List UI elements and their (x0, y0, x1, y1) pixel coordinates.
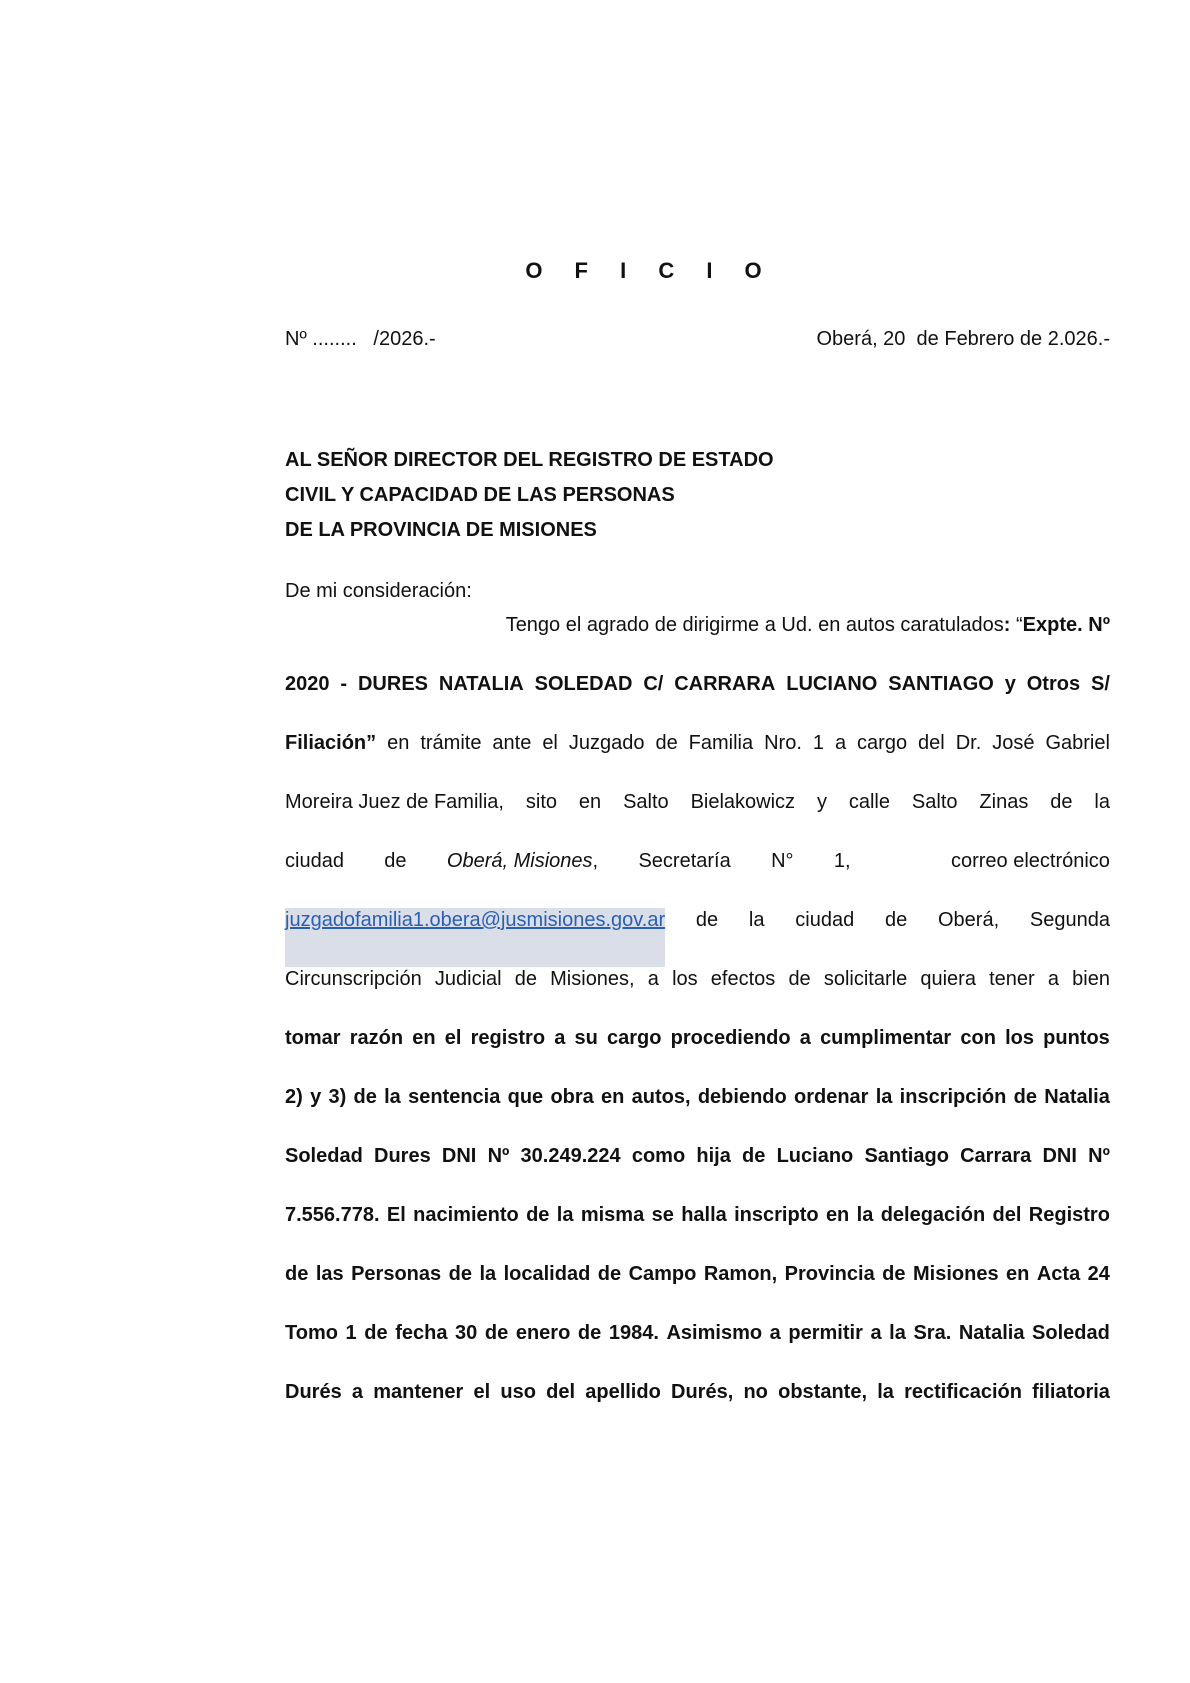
body-word: 3) (328, 1086, 347, 1108)
body-word: Circunscripción (285, 968, 422, 990)
body-word: 1 (345, 1322, 357, 1344)
body-word: 1984. (608, 1322, 659, 1344)
body-word: Moreira Juez de Familia, (285, 791, 504, 813)
body-word: delegación (880, 1204, 986, 1226)
body-word: cargo (606, 1027, 662, 1049)
body-word: de (448, 1263, 472, 1285)
oficio-number: Nº ........ /2026.- (285, 328, 436, 350)
body-word: de (788, 968, 811, 990)
body-word: Dr. (955, 732, 982, 754)
body-word: nacimiento (413, 1204, 519, 1226)
body-word: la (877, 1381, 894, 1403)
body-word: ciudad (285, 850, 344, 872)
body-word: a (769, 1322, 781, 1344)
body-line (285, 790, 1110, 849)
oficio-date: Oberá, 20 de Febrero de 2.026.- (816, 328, 1110, 350)
body-word: la (556, 1204, 574, 1226)
body-word: Oberá, (446, 850, 509, 872)
body-word: inscripto (734, 1204, 819, 1226)
body-word: S/ (1091, 673, 1110, 695)
body-word: ordenar (793, 1086, 869, 1108)
body-word: Personas (351, 1263, 442, 1285)
body-word: procediendo (670, 1027, 791, 1049)
body-word: El (386, 1204, 406, 1226)
body-word: ante (492, 732, 532, 754)
body-word: Ramon, (703, 1263, 778, 1285)
body-word: de (285, 1263, 309, 1285)
body-word: de (882, 1263, 906, 1285)
body-word: Durés (285, 1381, 342, 1403)
body-word: 1, (833, 850, 851, 872)
body-text (285, 613, 1110, 1439)
body-word: 24 (1087, 1263, 1110, 1285)
body-line (285, 1321, 1110, 1380)
body-word: tener (989, 968, 1035, 990)
body-word: - (340, 673, 348, 695)
body-word: SOLEDAD (534, 673, 633, 695)
body-word: Soledad (1032, 1322, 1110, 1344)
body-word: Santiago (864, 1145, 949, 1167)
body-word: Oberá, (937, 909, 1000, 931)
body-word: inscripción (899, 1086, 1007, 1108)
body-word: correo electrónico (950, 850, 1110, 872)
body-word: DURES (357, 673, 428, 695)
salutation: De mi consideración: (285, 580, 472, 602)
body-word: apellido (585, 1381, 661, 1403)
body-word: uso (500, 1381, 536, 1403)
body-word: Misiones, (550, 968, 635, 990)
body-word: Nº (487, 1145, 510, 1167)
addressee-block (285, 443, 774, 548)
body-word: fecha (395, 1322, 448, 1344)
body-word: SANTIAGO (888, 673, 994, 695)
body-word: como (631, 1145, 686, 1167)
body-word: su (574, 1027, 598, 1049)
body-word: Salto (623, 791, 669, 813)
body-word: de (514, 968, 537, 990)
body-word: la (384, 1086, 401, 1108)
body-word: 2) (285, 1086, 303, 1108)
body-word: Nro. (764, 732, 802, 754)
body-word: en (578, 791, 602, 813)
body-word: se (651, 1204, 674, 1226)
body-word: la (748, 909, 765, 931)
body-word: las (315, 1263, 344, 1285)
body-word: filiatoria (1032, 1381, 1110, 1403)
body-word: los (1005, 1027, 1034, 1049)
body-line (285, 731, 1110, 790)
body-word: la (479, 1263, 497, 1285)
body-word: los (672, 968, 698, 990)
body-word: de (742, 1145, 766, 1167)
body-word: de (695, 909, 719, 931)
body-word: mantener (373, 1381, 464, 1403)
body-word: debiendo (697, 1086, 787, 1108)
body-word: con (960, 1027, 996, 1049)
body-line (285, 1144, 1110, 1203)
body-word: sentencia (408, 1086, 501, 1108)
body-word: Carrara (960, 1145, 1032, 1167)
body-word: Familia (688, 732, 754, 754)
body-word: del (918, 732, 945, 754)
body-line (285, 908, 1110, 967)
body-word: de (884, 909, 908, 931)
body-word: cumplimentar (820, 1027, 952, 1049)
body-word: Natalia (1044, 1086, 1110, 1108)
body-word: de (1050, 791, 1073, 813)
body-word: sito (525, 791, 557, 813)
body-word: Asimismo (666, 1322, 763, 1344)
body-word: DNI (441, 1145, 477, 1167)
body-word: hija (696, 1145, 731, 1167)
body-word: de (484, 1322, 509, 1344)
body-word: a (834, 732, 847, 754)
body-line (285, 1085, 1110, 1144)
body-word: Misiones (513, 850, 593, 872)
body-word: CARRARA (674, 673, 776, 695)
body-word: Filiación” (285, 732, 377, 754)
body-word: no (743, 1381, 768, 1403)
body-word: en (825, 1204, 850, 1226)
body-word: de (655, 732, 678, 754)
body-word: LUCIANO (786, 673, 878, 695)
body-line (285, 1026, 1110, 1085)
body-word: efectos (710, 968, 776, 990)
body-word: Juzgado (568, 732, 645, 754)
body-line (285, 1203, 1110, 1262)
body-word: Campo (628, 1263, 697, 1285)
body-word: Misiones (912, 1263, 999, 1285)
body-line (285, 613, 1110, 672)
body-word: y (310, 1086, 322, 1108)
body-word: Tengo el agrado de dirigirme a Ud. en autos caratulados (505, 614, 1004, 636)
body-word: C/ (643, 673, 664, 695)
body-word: Expte. Nº (1022, 614, 1110, 636)
body-word: , (592, 850, 599, 872)
addressee-line: DE LA PROVINCIA DE MISIONES (285, 519, 597, 541)
body-word: Segunda (1029, 909, 1110, 931)
body-word: 1 (812, 732, 824, 754)
body-word: del (546, 1381, 576, 1403)
body-word: autos, (631, 1086, 691, 1108)
body-word: que (507, 1086, 544, 1108)
body-word: a (647, 968, 659, 990)
body-word: misma (580, 1204, 645, 1226)
body-word: de (526, 1204, 550, 1226)
body-word: obra (550, 1086, 594, 1108)
body-word: Sra. (913, 1322, 952, 1344)
body-word: calle (848, 791, 890, 813)
body-word: a (799, 1027, 811, 1049)
body-word: puntos (1043, 1027, 1110, 1049)
body-word: : (1003, 614, 1011, 636)
body-word: de (353, 1086, 377, 1108)
body-word: Zinas (979, 791, 1029, 813)
body-word: razón (349, 1027, 404, 1049)
body-word: Tomo (285, 1322, 338, 1344)
body-word: Durés, (671, 1381, 734, 1403)
body-word: Acta (1036, 1263, 1081, 1285)
body-line (285, 967, 1110, 1026)
body-word: José (992, 732, 1035, 754)
body-word: y (1004, 673, 1016, 695)
body-word: 30.249.224 (520, 1145, 621, 1167)
body-word: enero (515, 1322, 571, 1344)
body-word: y (816, 791, 827, 813)
body-word: rectificación (904, 1381, 1022, 1403)
body-word: NATALIA (438, 673, 524, 695)
addressee-line: AL SEÑOR DIRECTOR DEL REGISTRO DE ESTADO (285, 449, 774, 471)
body-word: Soledad (285, 1145, 363, 1167)
body-word: la (875, 1086, 893, 1108)
body-word: ciudad (795, 909, 855, 931)
body-line (285, 1262, 1110, 1321)
body-word: Salto (911, 791, 958, 813)
body-word: “ (1010, 614, 1023, 636)
body-word: el (473, 1381, 491, 1403)
body-word: bien (1072, 968, 1110, 990)
body-word: halla (681, 1204, 727, 1226)
body-word: Otros (1026, 673, 1081, 695)
body-word: a (554, 1027, 566, 1049)
body-word: Judicial (434, 968, 502, 990)
body-word: del (992, 1204, 1022, 1226)
body-word: trámite (420, 732, 482, 754)
body-word: Bielakowicz (690, 791, 796, 813)
body-word: Nº (1088, 1145, 1110, 1167)
document-title: O F I C I O (525, 258, 775, 283)
body-word: solicitarle (823, 968, 908, 990)
body-word: DNI (1042, 1145, 1077, 1167)
body-word: Gabriel (1045, 732, 1110, 754)
body-word: de (597, 1263, 622, 1285)
body-word: a (351, 1381, 364, 1403)
body-word: N° (771, 850, 794, 872)
body-word: quiera (920, 968, 976, 990)
body-word: 2020 (285, 673, 330, 695)
body-word: de (577, 1322, 602, 1344)
body-word: registro (470, 1027, 546, 1049)
body-word: 30 (455, 1322, 478, 1344)
body-word: en (412, 1027, 436, 1049)
body-word: Luciano (776, 1145, 854, 1167)
body-word: 7.556.778. (285, 1204, 380, 1226)
body-word: cargo (857, 732, 908, 754)
body-line (285, 849, 1110, 908)
body-word: Natalia (958, 1322, 1025, 1344)
body-word: de (384, 850, 407, 872)
body-word: tomar (285, 1027, 341, 1049)
body-word: de (1013, 1086, 1037, 1108)
body-word: en (387, 732, 410, 754)
body-word: Registro (1028, 1204, 1110, 1226)
body-word: la (856, 1204, 874, 1226)
body-word: el (444, 1027, 462, 1049)
body-word: la (889, 1322, 906, 1344)
body-word: Secretaría (638, 850, 731, 872)
body-word: a (1047, 968, 1059, 990)
body-word: la (1094, 791, 1110, 813)
body-word: localidad (503, 1263, 591, 1285)
body-word: a (870, 1322, 882, 1344)
body-word: el (542, 732, 558, 754)
body-word: obstante, (778, 1381, 868, 1403)
body-word: de (364, 1322, 388, 1344)
body-line (285, 672, 1110, 731)
body-line (285, 1380, 1110, 1439)
addressee-line: CIVIL Y CAPACIDAD DE LAS PERSONAS (285, 484, 675, 506)
court-email-link[interactable]: juzgadofamilia1.obera@jusmisiones.gov.ar (285, 908, 665, 967)
body-word: en (1006, 1263, 1030, 1285)
body-word: Dures (374, 1145, 431, 1167)
body-word: Provincia (784, 1263, 875, 1285)
body-word: en (601, 1086, 625, 1108)
body-word: permitir (788, 1322, 863, 1344)
